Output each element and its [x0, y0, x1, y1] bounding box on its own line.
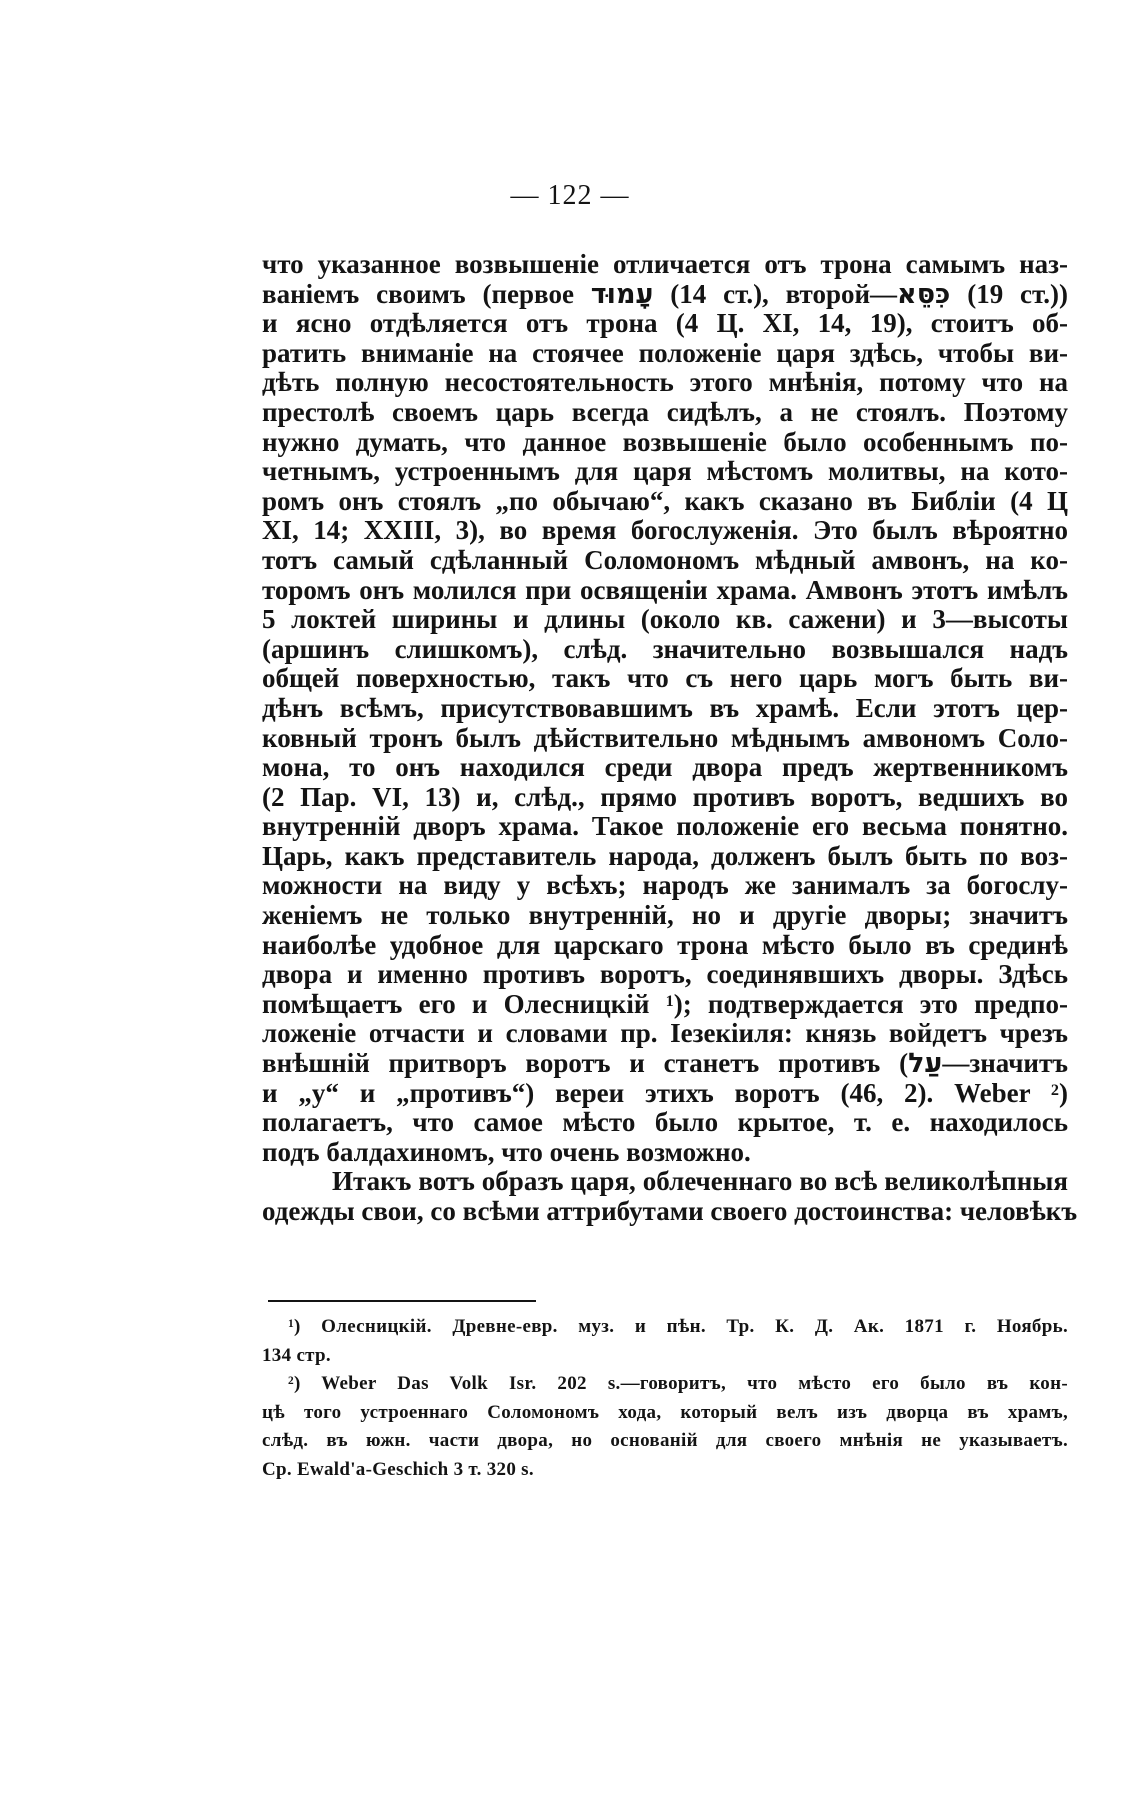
footnote-line: 134 стр.	[262, 1344, 331, 1366]
text-line: подъ балдахиномъ, что очень возможно.	[262, 1136, 751, 1167]
text-line: нужно думать, что данное возвышеніе было особеннымъ по-	[262, 426, 1068, 457]
footnotes	[262, 1313, 1068, 1484]
text-line: (2 Пар. VI, 13) и, слѣд., прямо противъ воротъ, ведшихъ во	[262, 781, 1068, 812]
footnote-mark: 1	[288, 1318, 294, 1331]
text-line: Итакъ вотъ образъ царя, облеченнаго во всѣ великолѣпныя	[332, 1166, 1068, 1197]
footnote-2: $^2$) Weber Das Volk Isr. 202 s.—говоритъ, что мѣсто его было въ кон-	[288, 1373, 1068, 1394]
footnote-ref-1[interactable]: 1	[665, 992, 674, 1011]
text-line: тотъ самый сдѣланный Соломономъ мѣдный амвонъ, на ко-	[262, 544, 1068, 575]
text-line: одежды свои, со всѣми аттрибутами своего достоинства: человѣкъ	[262, 1196, 1078, 1226]
text-line: что указанное возвышеніе отличается отъ трона самымъ наз-	[262, 249, 1068, 279]
text-line: ковный тронъ былъ дѣйствительно мѣднымъ амвономъ Соло-	[262, 722, 1068, 753]
text-line: наиболѣе удобное для царскаго трона мѣсто было въ срединѣ	[262, 929, 1068, 960]
hebrew-word: עָמוּד	[590, 278, 654, 310]
hebrew-word: עַל	[908, 1048, 943, 1080]
text-line: можности на виду у всѣхъ; народъ же занималъ за богослу-	[262, 870, 1068, 901]
text-line: XI, 14; XXIII, 3), во время богослуженія. Это былъ вѣроятно	[262, 515, 1068, 546]
text-line: внѣшній притворъ воротъ и станетъ противъ (עַל—значитъ	[262, 1048, 1068, 1080]
text-line: (аршинъ слишкомъ), слѣд. значительно возвышался надъ	[262, 633, 1068, 664]
body-text	[262, 249, 1078, 1227]
text-line: и „у“ и „противъ“) вереи этихъ воротъ (46, 2). Weber $^2$)	[262, 1077, 1068, 1108]
text-line: четнымъ, устроеннымъ для царя мѣстомъ молитвы, на кото-	[262, 456, 1068, 487]
text-line: общей поверхностью, такъ что съ него царь могъ быть ви-	[262, 663, 1068, 694]
text-line: ложеніе отчасти и словами пр. Іезекіиля: князь войдетъ чрезъ	[262, 1018, 1068, 1049]
hebrew-word: כִּסֵּא	[897, 278, 951, 310]
text-line: внутренній дворъ храма. Такое положеніе его весьма понятно.	[262, 811, 1068, 842]
footnote-divider	[268, 1300, 536, 1302]
footnote-mark: 2	[288, 1375, 294, 1388]
text-line: женіемъ не только внутренній, но и другіе дворы; значитъ	[262, 900, 1068, 931]
text-line: мона, то онъ находился среди двора предъ жертвенникомъ	[262, 752, 1068, 783]
footnote-ref-2[interactable]: 2	[1050, 1081, 1059, 1100]
text-line: ратить вниманіе на стоячее положеніе царя здѣсь, чтобы ви-	[262, 337, 1068, 368]
text-line: ромъ онъ стоялъ „по обычаю“, какъ сказано въ Библіи (4 Ц	[262, 485, 1068, 516]
text-line: ваніемъ своимъ (первое עָמוּד (14 ст.), второй—כִּסֵּא (19 ст.))	[262, 278, 1068, 310]
page-number: — 122 —	[510, 180, 630, 211]
text-line: помѣщаетъ его и Олесницкій $^1$); подтверждается это предпо-	[262, 988, 1068, 1019]
text-line: торомъ онъ молился при освященіи храма. Амвонъ этотъ имѣлъ	[262, 574, 1068, 605]
text-line: и ясно отдѣляется отъ трона (4 Ц. XI, 14, 19), стоитъ об-	[262, 308, 1068, 339]
footnote-line: цѣ того устроеннаго Соломономъ хода, который велъ изъ дворца въ храмъ,	[262, 1401, 1068, 1423]
text-line: престолѣ своемъ царь всегда сидѣлъ, а не стоялъ. Поэтому	[262, 396, 1068, 427]
text-line: дѣнъ всѣмъ, присутствовавшимъ въ храмѣ. Если этотъ цер-	[262, 692, 1068, 723]
footnote-1: $^1$) Олесницкій. Древне-евр. муз. и пѣн. Тр. К. Д. Ак. 1871 г. Ноябрь.	[288, 1316, 1068, 1337]
text-line: дѣть полную несостоятельность этого мнѣнія, потому что на	[262, 367, 1068, 398]
footnote-line: Ср. Ewald'a-Geschich 3 т. 320 s.	[262, 1458, 534, 1480]
text-line: двора и именно противъ воротъ, соединявшихъ дворы. Здѣсь	[262, 959, 1068, 990]
text-line: 5 локтей ширины и длины (около кв. сажени) и 3—высоты	[262, 604, 1068, 635]
footnote-line: слѣд. въ южн. части двора, но основаній для своего мнѣнія не указываетъ.	[262, 1430, 1068, 1451]
text-line: полагаетъ, что самое мѣсто было крытое, т. е. находилось	[262, 1107, 1068, 1138]
text-line: Царь, какъ представитель народа, долженъ былъ быть по воз-	[262, 840, 1068, 871]
